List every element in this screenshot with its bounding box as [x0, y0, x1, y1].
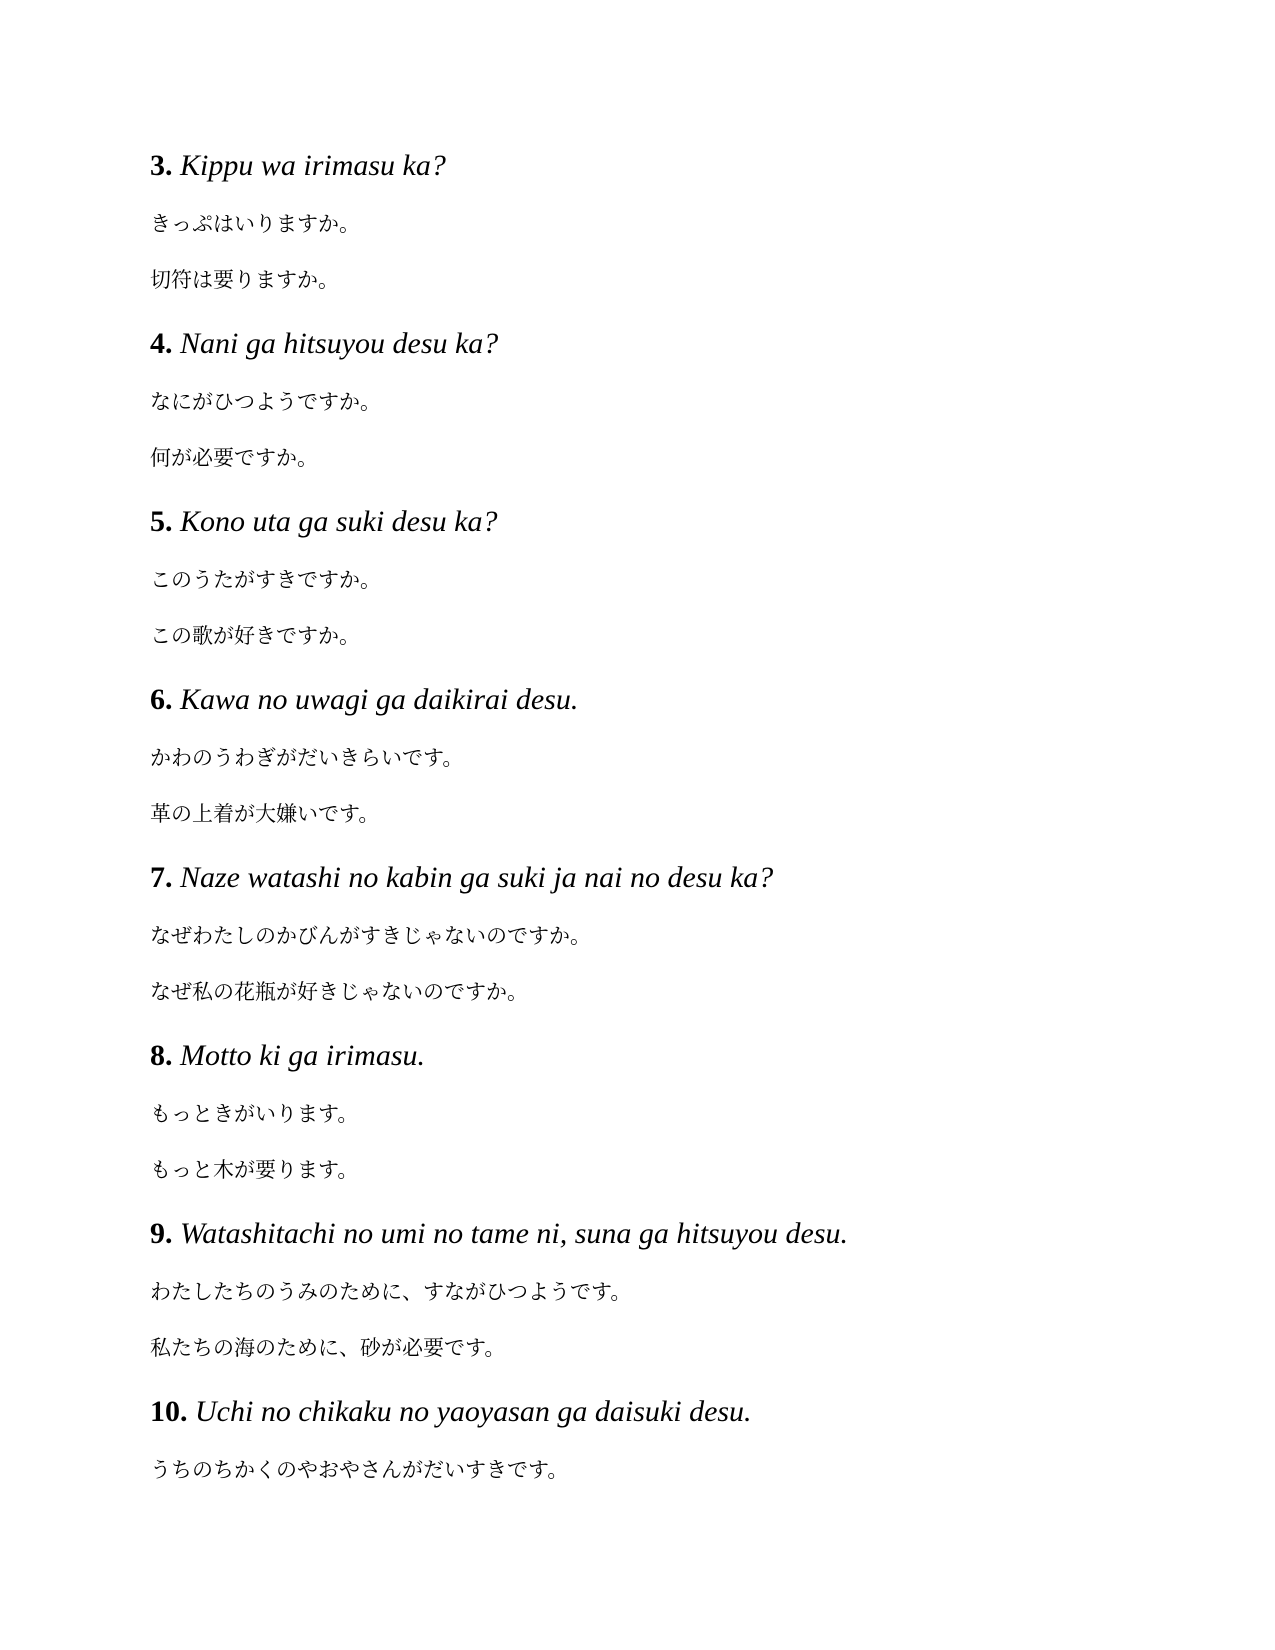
romaji-text: Motto ki ga irimasu.: [180, 1039, 425, 1072]
entry-number: 3.: [150, 149, 173, 182]
entry-number: 5.: [150, 505, 173, 538]
romaji-line: [150, 1036, 425, 1076]
phrase-entry-4: [150, 324, 1150, 502]
phrase-entry-7: [150, 858, 1150, 1036]
romaji-line: [150, 502, 497, 542]
romaji-line: [150, 680, 578, 720]
entry-number: 10.: [150, 1395, 188, 1428]
kanji-line: 切符は要りますか。: [150, 268, 339, 292]
kanji-line: 私たちの海のために、砂が必要です。: [150, 1336, 506, 1360]
romaji-line: [150, 146, 446, 186]
phrase-entry-3: [150, 146, 1150, 324]
romaji-text: Kippu wa irimasu ka?: [180, 149, 446, 182]
kanji-line: もっと木が要ります。: [150, 1158, 359, 1182]
kana-line: きっぷはいりますか。: [150, 212, 360, 236]
kanji-line: 革の上着が大嫌いです。: [150, 802, 380, 826]
romaji-text: Watashitachi no umi no tame ni, suna ga hitsuyou desu.: [180, 1217, 849, 1250]
entry-number: 4.: [150, 327, 173, 360]
phrase-entry-9: [150, 1214, 1150, 1392]
entry-number: 8.: [150, 1039, 173, 1072]
kana-line: なぜわたしのかびんがすきじゃないのですか。: [150, 924, 591, 948]
romaji-line: [150, 1392, 752, 1432]
romaji-text: Nani ga hitsuyou desu ka?: [180, 327, 499, 360]
entry-number: 7.: [150, 861, 173, 894]
romaji-line: [150, 1214, 848, 1254]
kanji-line: 何が必要ですか。: [150, 446, 318, 470]
entry-number: 6.: [150, 683, 173, 716]
phrase-entry-8: [150, 1036, 1150, 1214]
kana-line: このうたがすきですか。: [150, 568, 381, 592]
kanji-line: この歌が好きですか。: [150, 624, 360, 648]
kana-line: わたしたちのうみのために、すながひつようです。: [150, 1280, 632, 1304]
romaji-text: Naze watashi no kabin ga suki ja nai no desu ka?: [180, 861, 774, 894]
kana-line: かわのうわぎがだいきらいです。: [150, 746, 464, 770]
romaji-text: Kawa no uwagi ga daikirai desu.: [180, 683, 579, 716]
kana-line: もっときがいります。: [150, 1102, 359, 1126]
romaji-text: Uchi no chikaku no yaoyasan ga daisuki desu.: [195, 1395, 752, 1428]
phrase-entry-6: [150, 680, 1150, 858]
document-page: [150, 146, 1150, 1570]
phrase-entry-10: [150, 1392, 1150, 1570]
romaji-line: [150, 858, 773, 898]
romaji-text: Kono uta ga suki desu ka?: [180, 505, 498, 538]
phrase-entry-5: [150, 502, 1150, 680]
entry-number: 9.: [150, 1217, 173, 1250]
kana-line: なにがひつようですか。: [150, 390, 381, 414]
kanji-line: なぜ私の花瓶が好きじゃないのですか。: [150, 980, 528, 1004]
romaji-line: [150, 324, 498, 364]
kana-line: うちのちかくのやおやさんがだいすきです。: [150, 1458, 569, 1482]
